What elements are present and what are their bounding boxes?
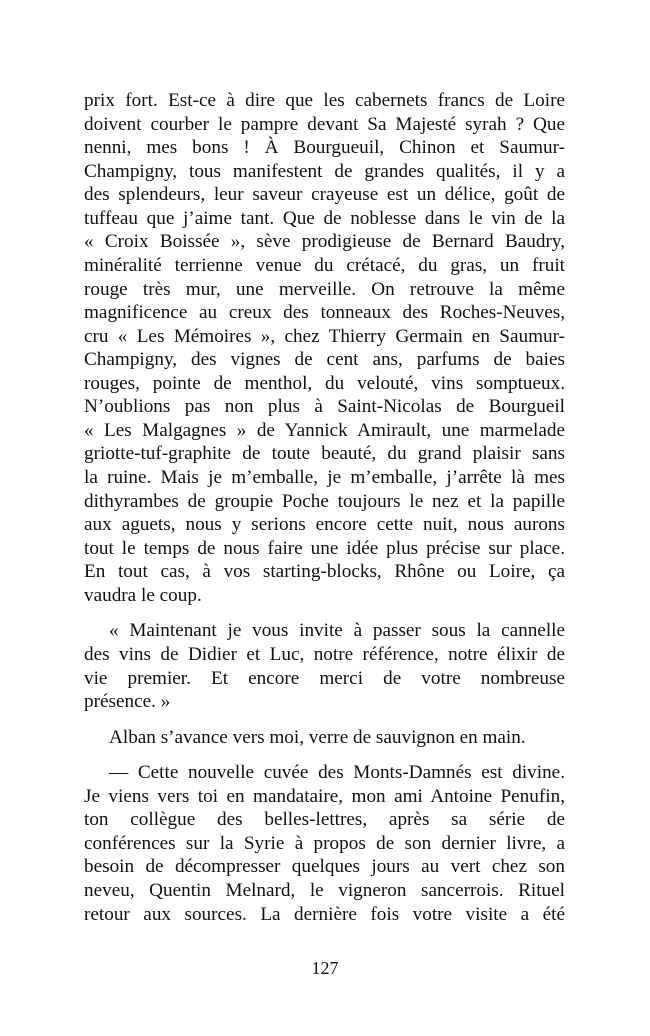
text-line: prix fort. Est-ce à dire que les cabernets francs de Loire: [84, 90, 565, 111]
text-line: griotte-tuf-graphite de toute beauté, du grand plaisir sans: [84, 443, 565, 465]
text-line: « Maintenant je vous invite à passer sous la cannelle: [109, 620, 565, 642]
text-line: Champigny, des vignes de cent ans, parfums de baies: [84, 349, 565, 371]
text-line: présence. »: [84, 691, 171, 713]
text-line: la ruine. Mais je m’emballe, je m’emballe, j’arrête là mes: [84, 467, 565, 488]
page-number: 127: [311, 958, 339, 978]
text-line: des vins de Didier et Luc, notre référence, notre élixir de: [84, 643, 565, 665]
text-line: cru « Les Mémoires », chez Thierry Germain en Saumur-: [84, 325, 565, 347]
text-line: conférences sur la Syrie à propos de son dernier livre, a: [84, 832, 565, 854]
text-line: doivent courber le pampre devant Sa Majesté syrah ? Que: [84, 113, 565, 135]
text-line: rouges, pointe de menthol, du velouté, vins somptueux.: [84, 372, 565, 394]
text-line: dithyrambes de groupie Poche toujours le nez et la papille: [84, 490, 565, 512]
text-line: « Croix Boissée », sève prodigieuse de Bernard Baudry,: [84, 231, 565, 253]
text-line: En tout cas, à vos starting-blocks, Rhône ou Loire, ça: [84, 561, 565, 583]
text-line: Alban s’avance vers moi, verre de sauvignon en main.: [109, 726, 526, 748]
text-line: Je viens vers toi en mandataire, mon ami Antoine Penufin,: [84, 785, 565, 807]
text-line: « Les Malgagnes » de Yannick Amirault, une marmelade: [84, 419, 565, 441]
text-line: des splendeurs, leur saveur crayeuse est un délice, goût de: [84, 184, 565, 206]
body-text: [84, 89, 565, 938]
text-line: tuffeau que j’aime tant. Que de noblesse dans le vin de la: [84, 207, 565, 229]
paragraph: [84, 726, 565, 750]
paragraph: [84, 761, 565, 926]
text-line: ton collègue des belles-lettres, après sa série de: [84, 809, 565, 831]
text-line: magnificence au creux des tonneaux des Roches-Neuves,: [84, 302, 565, 324]
paragraph: [84, 619, 565, 713]
text-line: nenni, mes bons ! À Bourgueuil, Chinon et Saumur-: [84, 137, 565, 159]
text-line: aux aguets, nous y serions encore cette nuit, nous aurons: [84, 514, 565, 536]
text-line: Champigny, tous manifestent de grandes qualités, il y a: [84, 160, 565, 182]
text-line: vaudra le coup.: [84, 584, 202, 606]
text-line: rouge très mur, une merveille. On retrouve la même: [84, 278, 565, 300]
text-line: — Cette nouvelle cuvée des Monts-Damnés est divine.: [109, 762, 565, 784]
text-line: neveu, Quentin Melnard, le vigneron sancerrois. Rituel: [84, 880, 565, 901]
text-line: vie premier. Et encore merci de votre nombreuse: [84, 667, 565, 689]
text-line: besoin de décompresser quelques jours au vert chez son: [84, 856, 565, 878]
text-line: minéralité terrienne venue du crétacé, du gras, un fruit: [84, 254, 565, 276]
text-line: tout le temps de nous faire une idée plus précise sur place.: [84, 537, 565, 559]
paragraph: [84, 89, 565, 607]
text-line: N’oublions pas non plus à Saint-Nicolas de Bourgueil: [84, 396, 565, 418]
text-line: retour aux sources. La dernière fois votre visite a été: [84, 903, 565, 925]
